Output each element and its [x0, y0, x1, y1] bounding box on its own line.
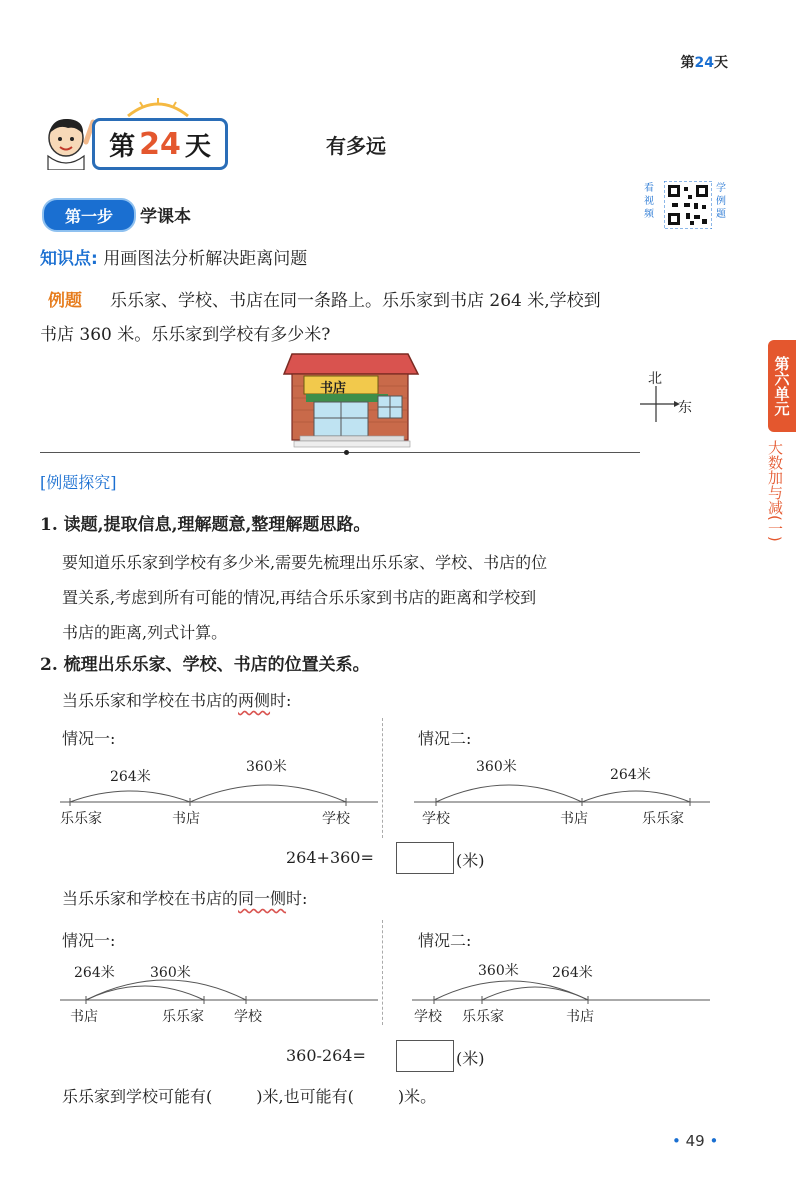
both-case1-place-3: 学校 — [322, 811, 350, 827]
knowledge-point — [40, 244, 307, 269]
sun-rays-icon — [118, 96, 198, 118]
knowledge-point-text: 用画图法分析解决距离问题 — [103, 249, 308, 269]
qr-right-caption: 学例题 — [716, 183, 726, 220]
same-case2-place-2: 乐乐家 — [462, 1009, 504, 1025]
both-case1-distance-b: 360米 — [246, 759, 287, 775]
store-location-dot — [344, 450, 349, 455]
both-case2-distance-b: 264米 — [610, 767, 651, 783]
same-case1-place-1: 书店 — [70, 1009, 98, 1025]
same-case1-place-3: 学校 — [234, 1009, 262, 1025]
unit-subtitle: 大数加与减(一) — [766, 440, 784, 542]
bookstore-illustration — [278, 352, 422, 450]
both-sides-intro — [62, 688, 291, 711]
step-label: 学课本 — [140, 207, 191, 227]
unit-tab[interactable]: 第六单元 — [768, 340, 796, 432]
both-case1-place-2: 书店 — [172, 811, 200, 827]
compass-east-label: 东 — [678, 400, 692, 416]
intro-text: 时: — [286, 889, 308, 908]
step-pill: 第一步 — [42, 198, 136, 232]
badge-suffix: 天 — [184, 131, 211, 162]
same-case1-title: 情况一: — [62, 931, 116, 950]
page-number — [672, 1132, 718, 1150]
day-tag-suffix: 天 — [714, 55, 728, 71]
compass-icon — [636, 384, 680, 424]
step1-title: 1. 读题,提取信息,理解题意,整理解题思路。 — [40, 515, 371, 535]
step1-line: 书店的距离,列式计算。 — [62, 623, 228, 642]
both-answer-box[interactable] — [396, 842, 454, 874]
step1-line: 置关系,考虑到所有可能的情况,再结合乐乐家到书店的距离和学校到 — [62, 588, 537, 607]
intro-text: 当乐乐家和学校在书店的 — [62, 691, 239, 710]
intro-emphasis: 两侧 — [238, 691, 271, 710]
both-case2-title: 情况二: — [418, 729, 472, 748]
explore-heading: [例题探究] — [40, 473, 117, 492]
same-case2-title: 情况二: — [418, 931, 472, 950]
badge-prefix: 第 — [109, 131, 136, 162]
step2-title: 2. 梳理出乐乐家、学校、书店的位置关系。 — [40, 655, 370, 675]
qr-code-icon[interactable] — [664, 181, 712, 229]
intro-text: 时: — [270, 691, 292, 710]
both-case1-diagram — [60, 760, 380, 810]
page-dot-icon: • — [672, 1132, 681, 1150]
day-tag-number: 24 — [694, 55, 714, 71]
both-case2-distance-a: 360米 — [476, 759, 517, 775]
qr-left-caption: 看视频 — [644, 183, 654, 220]
answer-sentence — [62, 1084, 436, 1107]
answer-text: )米,也可能有( — [256, 1087, 354, 1106]
boy-mascot-icon — [38, 112, 98, 170]
both-case2-diagram — [414, 760, 714, 810]
same-case1-place-2: 乐乐家 — [162, 1009, 204, 1025]
both-unit: (米) — [456, 851, 485, 870]
day-tag — [681, 52, 728, 72]
same-case2-place-3: 书店 — [566, 1009, 594, 1025]
page-number-value: 49 — [685, 1132, 705, 1150]
both-equation: 264+360= — [286, 848, 374, 867]
page-dot-icon: • — [709, 1132, 719, 1150]
day-badge — [92, 118, 228, 170]
both-case1-place-1: 乐乐家 — [60, 811, 102, 827]
same-case2-distance-a: 360米 — [478, 963, 519, 979]
street-line — [40, 452, 640, 453]
step1-paragraph — [62, 545, 742, 650]
example-line-2: 书店 360 米。乐乐家到学校有多少米? — [40, 325, 331, 345]
intro-text: 当乐乐家和学校在书店的 — [62, 889, 239, 908]
same-unit: (米) — [456, 1049, 485, 1068]
same-case1-distance-a: 264米 — [74, 965, 115, 981]
example-label: 例题 — [48, 291, 82, 311]
intro-emphasis: 同一侧 — [238, 889, 287, 908]
step1-line: 要知道乐乐家到学校有多少米,需要先梳理出乐乐家、学校、书店的位 — [62, 553, 548, 572]
both-case1-distance-a: 264米 — [110, 769, 151, 785]
both-case2-place-2: 书店 — [560, 811, 588, 827]
day-tag-prefix: 第 — [680, 55, 695, 71]
both-case1-title: 情况一: — [62, 729, 116, 748]
both-case2-place-3: 乐乐家 — [642, 811, 684, 827]
answer-text: )米。 — [397, 1087, 437, 1106]
compass-north-label: 北 — [648, 371, 662, 387]
badge-number: 24 — [139, 126, 181, 162]
same-answer-box[interactable] — [396, 1040, 454, 1072]
store-sign: 书店 — [320, 381, 347, 396]
case-divider — [382, 718, 383, 838]
lesson-title: 有多远 — [326, 134, 386, 158]
same-case2-distance-b: 264米 — [552, 965, 593, 981]
case-divider — [382, 920, 383, 1025]
example-line-1: 乐乐家、学校、书店在同一条路上。乐乐家到书店 264 米,学校到 — [110, 291, 601, 311]
same-case2-place-1: 学校 — [414, 1009, 442, 1025]
same-side-intro — [62, 886, 307, 909]
same-equation: 360-264= — [286, 1046, 366, 1065]
knowledge-point-label: 知识点: — [40, 249, 98, 269]
answer-text: 乐乐家到学校可能有( — [62, 1087, 213, 1106]
both-case2-place-1: 学校 — [422, 811, 450, 827]
same-case1-distance-b: 360米 — [150, 965, 191, 981]
